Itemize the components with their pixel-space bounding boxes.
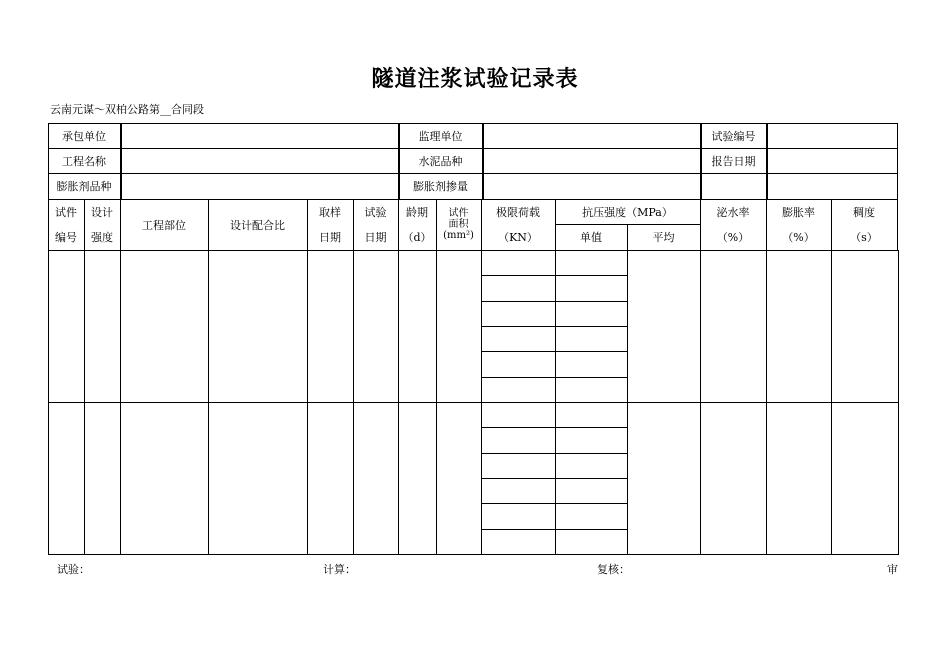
single-value-cell[interactable] xyxy=(555,377,628,403)
sample-date-cell[interactable] xyxy=(307,402,354,555)
contractor-label: 承包单位 xyxy=(48,123,121,149)
header-test-date: 试验 日期 xyxy=(353,199,399,251)
ultimate-load-cell[interactable] xyxy=(481,326,556,352)
header-specimen-no: 试件 编号 xyxy=(48,199,85,251)
average-cell[interactable] xyxy=(627,250,701,403)
header-single-value: 单值 xyxy=(555,224,628,251)
expansion-dosage-label: 膨胀剂掺量 xyxy=(399,173,483,200)
single-value-cell[interactable] xyxy=(555,301,628,327)
blank-cell[interactable] xyxy=(767,173,898,200)
ultimate-load-cell[interactable] xyxy=(481,402,556,428)
document-title: 隧道注浆试验记录表 xyxy=(371,66,579,92)
bleeding-rate-cell[interactable] xyxy=(700,250,767,403)
ultimate-load-cell[interactable] xyxy=(481,453,556,479)
expansion-agent-field[interactable] xyxy=(121,173,399,200)
single-value-cell[interactable] xyxy=(555,275,628,302)
test-date-cell[interactable] xyxy=(353,402,399,555)
single-value-cell[interactable] xyxy=(555,529,628,555)
ultimate-load-cell[interactable] xyxy=(481,301,556,327)
header-bleeding-rate: 泌水率 （%） xyxy=(700,199,767,251)
ultimate-load-cell[interactable] xyxy=(481,351,556,378)
report-date-field[interactable] xyxy=(767,148,898,174)
design-mix-cell[interactable] xyxy=(208,402,308,555)
project-part-cell[interactable] xyxy=(120,250,209,403)
specimen-area-cell[interactable] xyxy=(436,250,482,403)
report-date-label: 报告日期 xyxy=(701,148,767,174)
ultimate-load-cell[interactable] xyxy=(481,250,556,276)
ultimate-load-cell[interactable] xyxy=(481,529,556,555)
header-consistency: 稠度 （s） xyxy=(831,199,898,251)
header-average: 平均 xyxy=(627,224,701,251)
single-value-cell[interactable] xyxy=(555,453,628,479)
single-value-cell[interactable] xyxy=(555,427,628,454)
footer-audit-label: 审 xyxy=(887,563,898,576)
project-part-cell[interactable] xyxy=(120,402,209,555)
consistency-cell[interactable] xyxy=(831,402,899,555)
bleeding-rate-cell[interactable] xyxy=(700,402,767,555)
single-value-cell[interactable] xyxy=(555,250,628,276)
test-no-label: 试验编号 xyxy=(701,123,767,149)
project-name-field[interactable] xyxy=(121,148,399,174)
footer-review-label: 复核： xyxy=(597,563,630,576)
consistency-cell[interactable] xyxy=(831,250,899,403)
specimen-area-cell[interactable] xyxy=(436,402,482,555)
header-age: 龄期 （d） xyxy=(398,199,437,251)
supervisor-field[interactable] xyxy=(483,123,701,149)
project-name-label: 工程名称 xyxy=(48,148,121,174)
ultimate-load-cell[interactable] xyxy=(481,427,556,454)
single-value-cell[interactable] xyxy=(555,351,628,378)
footer-test-label: 试验： xyxy=(57,563,90,576)
document-subtitle: 云南元谋～双柏公路第__合同段 xyxy=(50,103,204,116)
ultimate-load-cell[interactable] xyxy=(481,275,556,302)
header-project-part: 工程部位 xyxy=(120,199,209,251)
header-design-strength: 设计 强度 xyxy=(84,199,121,251)
design-strength-cell[interactable] xyxy=(84,402,121,555)
test-no-field[interactable] xyxy=(767,123,898,149)
cement-field[interactable] xyxy=(483,148,701,174)
ultimate-load-cell[interactable] xyxy=(481,503,556,530)
design-strength-cell[interactable] xyxy=(84,250,121,403)
header-specimen-area: 试件 面积 (mm²) xyxy=(436,199,482,251)
test-record-grid xyxy=(48,123,898,555)
specimen-no-cell[interactable] xyxy=(48,402,85,555)
supervisor-label: 监理单位 xyxy=(399,123,483,149)
average-cell[interactable] xyxy=(627,402,701,555)
cement-label: 水泥品种 xyxy=(399,148,483,174)
expansion-rate-cell[interactable] xyxy=(766,402,832,555)
single-value-cell[interactable] xyxy=(555,503,628,530)
footer-calc-label: 计算： xyxy=(323,563,356,576)
single-value-cell[interactable] xyxy=(555,478,628,504)
expansion-agent-label: 膨胀剂品种 xyxy=(48,173,121,200)
design-mix-cell[interactable] xyxy=(208,250,308,403)
ultimate-load-cell[interactable] xyxy=(481,377,556,403)
expansion-dosage-field[interactable] xyxy=(483,173,701,200)
single-value-cell[interactable] xyxy=(555,326,628,352)
blank-cell[interactable] xyxy=(701,173,767,200)
ultimate-load-cell[interactable] xyxy=(481,478,556,504)
header-compressive-strength: 抗压强度（MPa） xyxy=(555,199,701,225)
header-expansion-rate: 膨胀率 （%） xyxy=(766,199,832,251)
specimen-no-cell[interactable] xyxy=(48,250,85,403)
expansion-rate-cell[interactable] xyxy=(766,250,832,403)
header-ultimate-load: 极限荷载 （KN） xyxy=(481,199,556,251)
contractor-field[interactable] xyxy=(121,123,399,149)
test-date-cell[interactable] xyxy=(353,250,399,403)
age-cell[interactable] xyxy=(398,250,437,403)
sample-date-cell[interactable] xyxy=(307,250,354,403)
header-sample-date: 取样 日期 xyxy=(307,199,354,251)
age-cell[interactable] xyxy=(398,402,437,555)
header-design-mix: 设计配合比 xyxy=(208,199,308,251)
single-value-cell[interactable] xyxy=(555,402,628,428)
